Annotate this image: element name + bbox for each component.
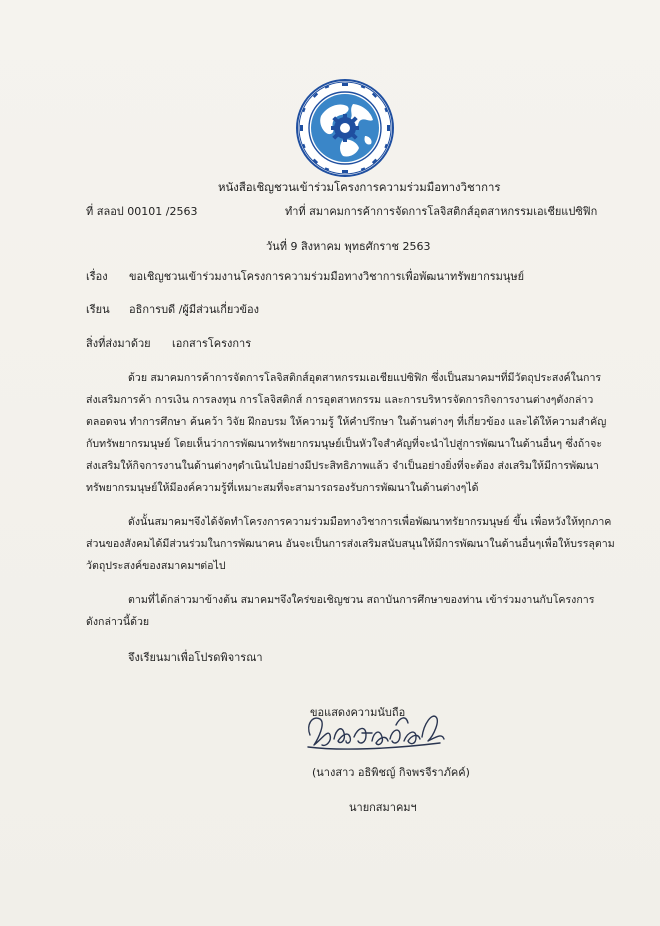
paragraph-line: ทรัพยากรมนุษย์ให้มีองค์ความรู้ที่เหมาะสมที่จะสามารถรองรับการพัฒนาในด้านต่างๆได้ (86, 482, 479, 494)
recipient-label: เรียน (86, 303, 110, 316)
paragraph-line: ด้วย สมาคมการค้าการจัดการโลจิสติกส์อุตสาหกรรมเอเชียแปซิฟิก ซึ่งเป็นสมาคมฯที่มีวัตถุประสงค์ในการ (128, 372, 602, 384)
recipient-text: อธิการบดี /ผู้มีส่วนเกี่ยวข้อง (129, 303, 260, 316)
closing-phrase: ขอแสดงความนับถือ (310, 706, 406, 719)
paragraph-line: วัตถุประสงค์ของสมาคมฯต่อไป (86, 560, 226, 572)
reference-number: ที่ สลอป 00101 /2563 (86, 205, 198, 218)
subject-text: ขอเชิญชวนเข้าร่วมงานโครงการความร่วมมือทางวิชาการเพื่อพัฒนาทรัพยากรมนุษย์ (129, 270, 525, 283)
enclosure-text: เอกสารโครงการ (172, 337, 252, 350)
association-logo (295, 78, 395, 178)
paragraph-line: ดังกล่าวนี้ด้วย (86, 616, 150, 628)
paragraph-line: ตลอดจน ทำการศึกษา ค้นคว้า วิจัย ฝึกอบรม ให้ความรู้ ให้คำปรึกษา ในด้านต่างๆ ที่เกี่ยวข้อง และได้ให้ความสำคัญ (86, 416, 607, 428)
paragraph-line: ดังนั้นสมาคมฯจึงได้จัดทำโครงการความร่วมมือทางวิชาการเพื่อพัฒนาทรัยากรมนุษย์ ขึ้น เพื่อหวังให้ทุกภาค (128, 516, 612, 528)
paragraph-line: กับทรัพยากรมนุษย์ โดยเห็นว่าการพัฒนาทรัพยากรมนุษย์เป็นหัวใจสำคัญที่จะนำไปสู่การพัฒนาในด้านอื่นๆ ซึ่งถ้าจะ (86, 438, 603, 450)
closing-request: จึงเรียนมาเพื่อโปรดพิจารณา (128, 651, 263, 664)
enclosure-label: สิ่งที่ส่งมาด้วย (86, 337, 151, 350)
signer-title: นายกสมาคมฯ (349, 801, 417, 814)
paragraph-line: ส่งเสริมให้กิจการงานในด้านต่างๆดำเนินไปอย่างมีประสิทธิภาพแล้ว จำเป็นอย่างยิ่งที่จะต้อง ส่งเสริมให้มีการพัฒนา (86, 460, 599, 472)
gear-icon (331, 114, 359, 142)
subject-label: เรื่อง (86, 270, 108, 283)
signer-name: (นางสาว อธิพิชญ์ กิจพรจีราภัคค์) (312, 766, 470, 779)
paragraph-line: ส่วนของสังคมได้มีส่วนร่วมในการพัฒนาคน อันจะเป็นการส่งเสริมสนับสนุนให้มีการพัฒนาในด้านอื่นๆเพื่อให้บรรลุตาม (86, 538, 615, 550)
paragraph-line: ส่งเสริมการค้า การเงิน การลงทุน การโลจิสติกส์ การอุตสาหกรรม และการบริหารจัดการกิจการงานต่างๆดังกล่าว (86, 394, 594, 406)
letter-date: วันที่ 9 สิงหาคม พุทธศักราช 2563 (266, 240, 431, 253)
sender-address: ทำที่ สมาคมการค้าการจัดการโลจิสติกส์อุตสาหกรรมเอเชียแปซิฟิก (285, 205, 598, 218)
paragraph-line: ตามที่ได้กล่าวมาข้างต้น สมาคมฯจึงใคร่ขอเชิญชวน สถาบันการศึกษาของท่าน เข้าร่วมงานกับโครงการ (128, 594, 595, 606)
signature-icon (300, 695, 450, 757)
letter-title: หนังสือเชิญชวนเข้าร่วมโครงการความร่วมมือทางวิชาการ (218, 180, 501, 194)
